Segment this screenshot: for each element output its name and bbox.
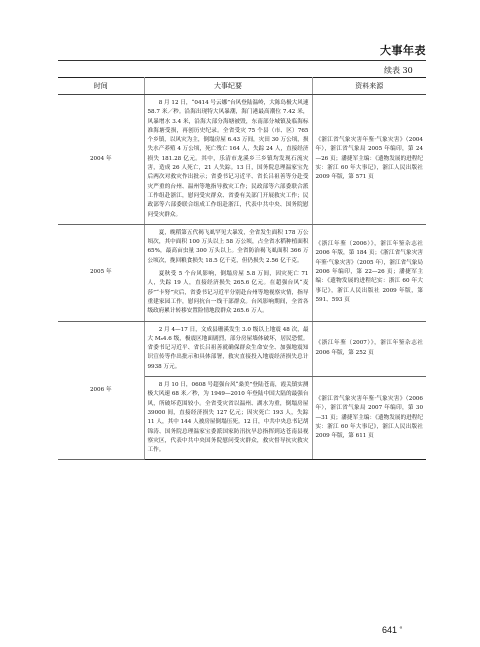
column-header-time: 时间 [58, 78, 144, 95]
event-paragraph: 2 月 4—17 日，文成县珊溪发生 3.0 级以上地震 48 次，最大 M₈4.6 级，极震区地面剧烈，部分房屋墙体破坏，居民恐慌。省委书记习近平、省长吕祖善就确保群众生命安全、加强地震知识宣传等作出批示和具体部署，救灾直接投入地震经济损失总计 9938 万元。 [147, 326, 309, 370]
table-continuation-label: 续表 30 [384, 66, 413, 75]
column-header-events: 大事纪要 [144, 78, 312, 95]
source-cell: 《浙江年鉴（2006）》，浙江年鉴杂志社 2006 年版，第 184 页；《浙江省气象灾害年鉴·气象灾害》（2005 年），浙江省气象局 2006 年编印，第 22—26 页；潘捷军主编：《遗物发展的进程纪实：浙江 60 年大事记》，浙江人民出版社 2009 年版，第 591、593 页 [312, 224, 426, 321]
event-cell [144, 224, 312, 321]
source-cell: 《浙江年鉴（2007）》，浙江年鉴杂志社 2006 年版，第 252 页 [312, 321, 426, 376]
event-paragraph: 夏，晚稻第五代褐飞虱罕见大暴发，全省发生面积 178 万公顷次，其中面积 100 万头以上 58 万公顷，占全省水稻种植面积 65%，最高亩虫量 300 万头以上。全省防治褐飞虱面积 366 万公顷次，挽回粮食损失 18.5 亿千克，但仍损失 2.56 亿千克。 [147, 229, 309, 264]
table-row [58, 224, 426, 321]
event-paragraph: 8 月 10 日，0608 号超强台风“桑美”登陆苍南，霞关镇实测极大风速 68 米／秒，为 1949—2010 年登陆中国大陆的最强台风，所破坏范围较小。全省受灾省以温州、湖水为重，倒塌房屋 39000 间，直接经济损失 127 亿元；因灾死亡 193 人，失踪 11 人，其中 144 人被房屋倒塌压死。12 日，中共中央总书记胡锦涛、国务院总理温家宝委派国家防汛抗旱总指挥到达苍南县视察灾区，代表中共中央国务院慰问受灾群众，救灾督导抗灾救灾工作。 [147, 382, 309, 454]
event-paragraph: 8 月 12 日，“0414 号云娜”台风登陆温岭，大陈岛极大风速 58.7 米／秒。沿海出现特大风暴潮，海门港最高潮位 7.42 米，风暴增水 3.4 米，沿海大部分海塘被毁，东南部分城镇及临海标准海塘受损，再创历史纪录。全省受灾 75 个县（市、区）765 个乡镇，以风灾为主，倒塌房屋 6.43 万间，灾田 30 万公顷，损失水产养殖 4 万公顷，死亡残亡 164 人，失踪 24 人，直接经济损失 181.28 亿元。其中，乐清市龙溪乡三乡镇均发现石流灾害，造成 26 人死亡，21 人失踪。13 日，国务院总理温家宝先后两次对救灾作出批示；省委书记习近平、省长吕祖善等分赴受灾严重的台州、温州等地指导救灾工作；民政部等六部委联合派工作组赴浙江，慰问受灾群众、省委有关部门开展救灾工作；民政部等六部委联合组成工作组赴浙江，代表中共中央、国务院慰问受灾群众。 [147, 100, 309, 218]
table-row [58, 321, 426, 376]
chronology-table [58, 77, 426, 460]
page-mark: « [399, 625, 403, 631]
table-header-row [58, 78, 426, 95]
time-cell: 2004 年 [58, 95, 144, 225]
table-row [58, 95, 426, 225]
event-paragraph: 夏秋受 5 个台风影响，倒塌房屋 5.8 万间，因灾死亡 71 人，失踪 19 人，直接经济损失 265.6 亿元。在超强台风“麦莎”“卡努”灾后，省委书记习近平分别赴台州等地视察灾情，指导重建家园工作，慰问抗台一线干部群众。台风影响期间，全省各级政府累计转移安置险情地段群众 265.6 万人。 [147, 271, 309, 315]
source-cell: 《浙江省气象灾害年鉴·气象灾害》（2004 年），浙江省气象局 2005 年编印，第 24—26 页；潘捷军主编：《遗物发展的进程纪实：浙江 60 年大事记》，浙江人民出版社 2009 年版，第 571 页 [312, 95, 426, 225]
page-number [382, 625, 402, 635]
source-cell: 《浙江省气象灾害年鉴·气象灾害》（2006 年），浙江省气象局 2007 年编印，第 30—31 页；潘捷军主编：《遗物发展的进程纪实：浙江 60 年大事记》，浙江人民出版社 2009 年版，第 611 页 [312, 377, 426, 460]
time-cell: 2006 年 [58, 321, 144, 460]
time-cell: 2005 年 [58, 224, 144, 321]
running-header-title: 大事年表 [380, 45, 426, 57]
event-cell [144, 321, 312, 376]
event-cell [144, 95, 312, 225]
event-cell [144, 377, 312, 460]
header-rule [58, 60, 426, 61]
column-header-sources: 资料来源 [312, 78, 426, 95]
page-number-value: 641 [382, 625, 398, 635]
